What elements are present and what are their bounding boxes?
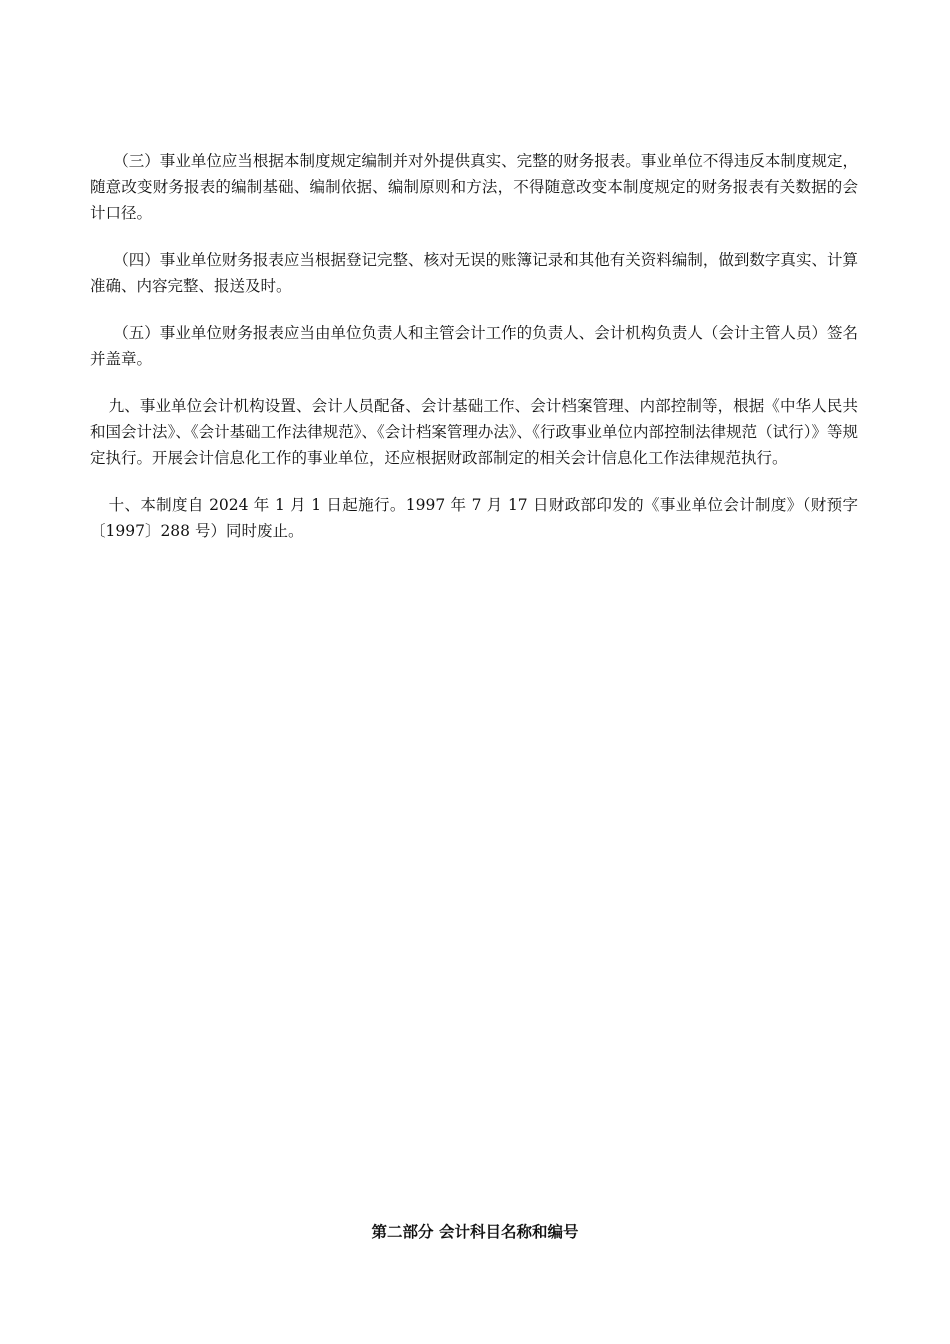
paragraph-article-9: 九、事业单位会计机构设置、会计人员配备、会计基础工作、会计档案管理、内部控制等，根据《中华人民共和国会计法》、《会计基础工作法律规范》、《会计档案管理办法》、《行政事业单位内部控制法律规范（试行）》等规定执行。开展会计信息化工作的事业单位，还应根据财政部制定的相关会计信息化工作法律规范执行。 xyxy=(90,397,858,467)
paragraph-item-3: （三）事业单位应当根据本制度规定编制并对外提供真实、完整的财务报表。事业单位不得违反本制度规定，随意改变财务报表的编制基础、编制依据、编制原则和方法，不得随意改变本制度规定的财务报表有关数据的会计口径。 xyxy=(90,152,858,222)
paragraph-article-10: 十、本制度自 2024 年 1 月 1 日起施行。1997 年 7 月 17 日财政部印发的《事业单位会计制度》（财预字〔1997〕288 号）同时废止。 xyxy=(90,496,858,540)
section-title: 第二部分 会计科目名称和编号 xyxy=(371,1223,579,1241)
paragraph-item-4: （四）事业单位财务报表应当根据登记完整、核对无误的账簿记录和其他有关资料编制，做到数字真实、计算准确、内容完整、报送及时。 xyxy=(90,251,858,295)
document-body xyxy=(90,148,858,565)
paragraph-item-5: （五）事业单位财务报表应当由单位负责人和主管会计工作的负责人、会计机构负责人（会计主管人员）签名并盖章。 xyxy=(90,324,858,368)
